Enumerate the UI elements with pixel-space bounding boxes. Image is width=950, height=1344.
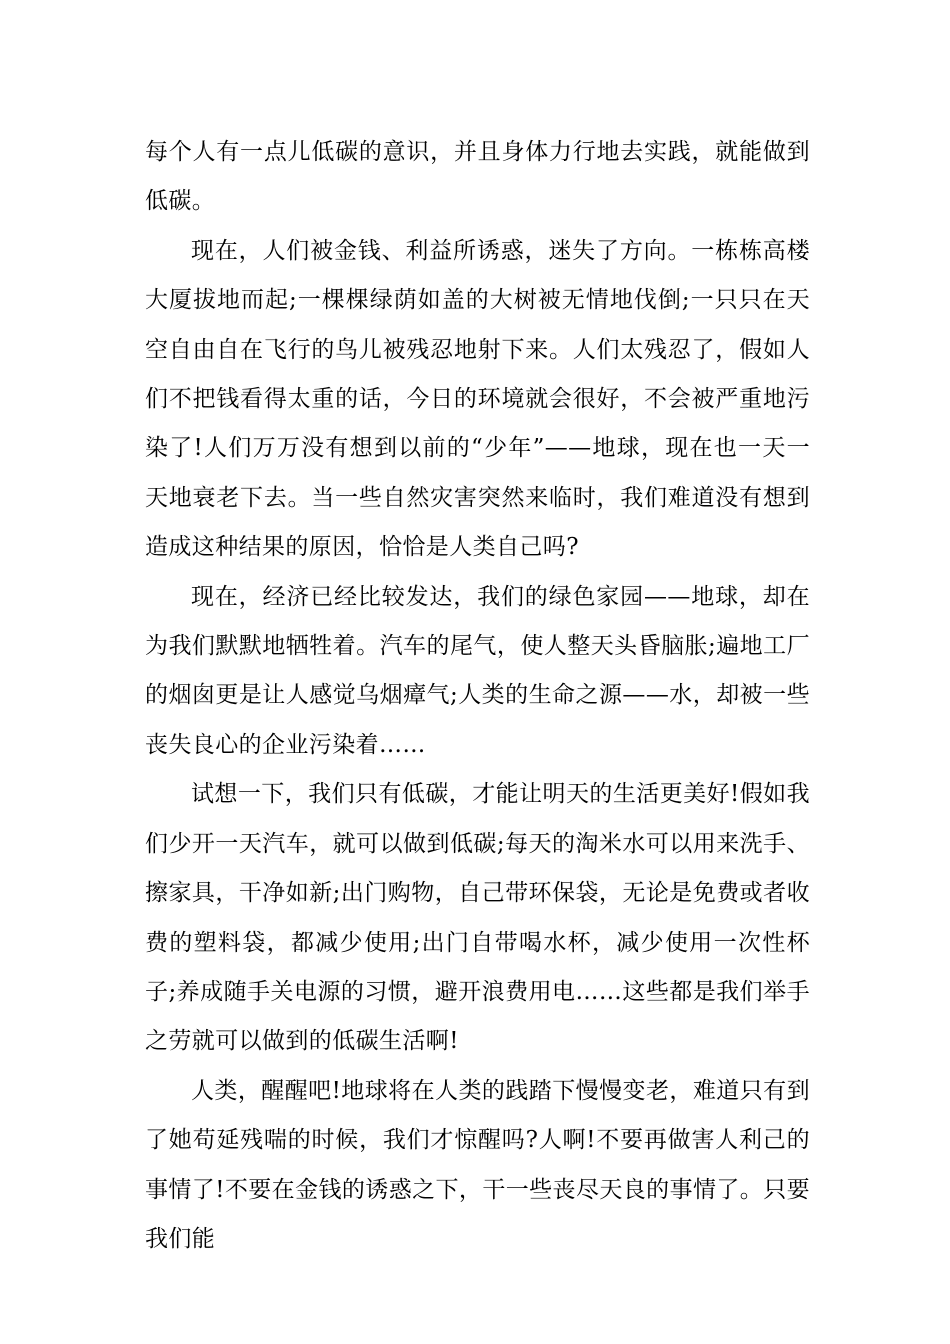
paragraph-2: 现在，人们被金钱、利益所诱惑，迷失了方向。一栋栋高楼大厦拔地而起;一棵棵绿荫如盖的大树被无情地伐倒;一只只在天空自由自在飞行的鸟儿被残忍地射下来。人们太残忍了，假如人们不把钱看得太重的话，今日的环境就会很好，不会被严重地污染了!人们万万没有想到以前的“少年”——地球，现在也一天一天地衰老下去。当一些自然灾害突然来临时，我们难道没有想到造成这种结果的原因，恰恰是人类自己吗? bbox=[145, 237, 810, 561]
paragraph-3: 现在，经济已经比较发达，我们的绿色家园——地球，却在为我们默默地牺牲着。汽车的尾气，使人整天头昏脑胀;遍地工厂的烟囱更是让人感觉乌烟瘴气;人类的生命之源——水，却被一些丧失良心的企业污染着…… bbox=[145, 583, 810, 758]
document-body bbox=[145, 128, 810, 1264]
paragraph-5: 人类，醒醒吧!地球将在人类的践踏下慢慢变老，难道只有到了她苟延残喘的时候，我们才惊醒吗?人啊!不要再做害人利己的事情了!不要在金钱的诱惑之下，干一些丧尽天良的事情了。只要我们能 bbox=[145, 1077, 810, 1252]
paragraph-1: 每个人有一点儿低碳的意识，并且身体力行地去实践，就能做到低碳。 bbox=[145, 139, 810, 215]
paragraph-4: 试想一下，我们只有低碳，才能让明天的生活更美好!假如我们少开一天汽车，就可以做到低碳;每天的淘米水可以用来洗手、擦家具，干净如新;出门购物，自己带环保袋，无论是免费或者收费的塑料袋，都减少使用;出门自带喝水杯，减少使用一次性杯子;养成随手关电源的习惯，避开浪费用电……这些都是我们举手之劳就可以做到的低碳生活啊! bbox=[145, 781, 810, 1055]
